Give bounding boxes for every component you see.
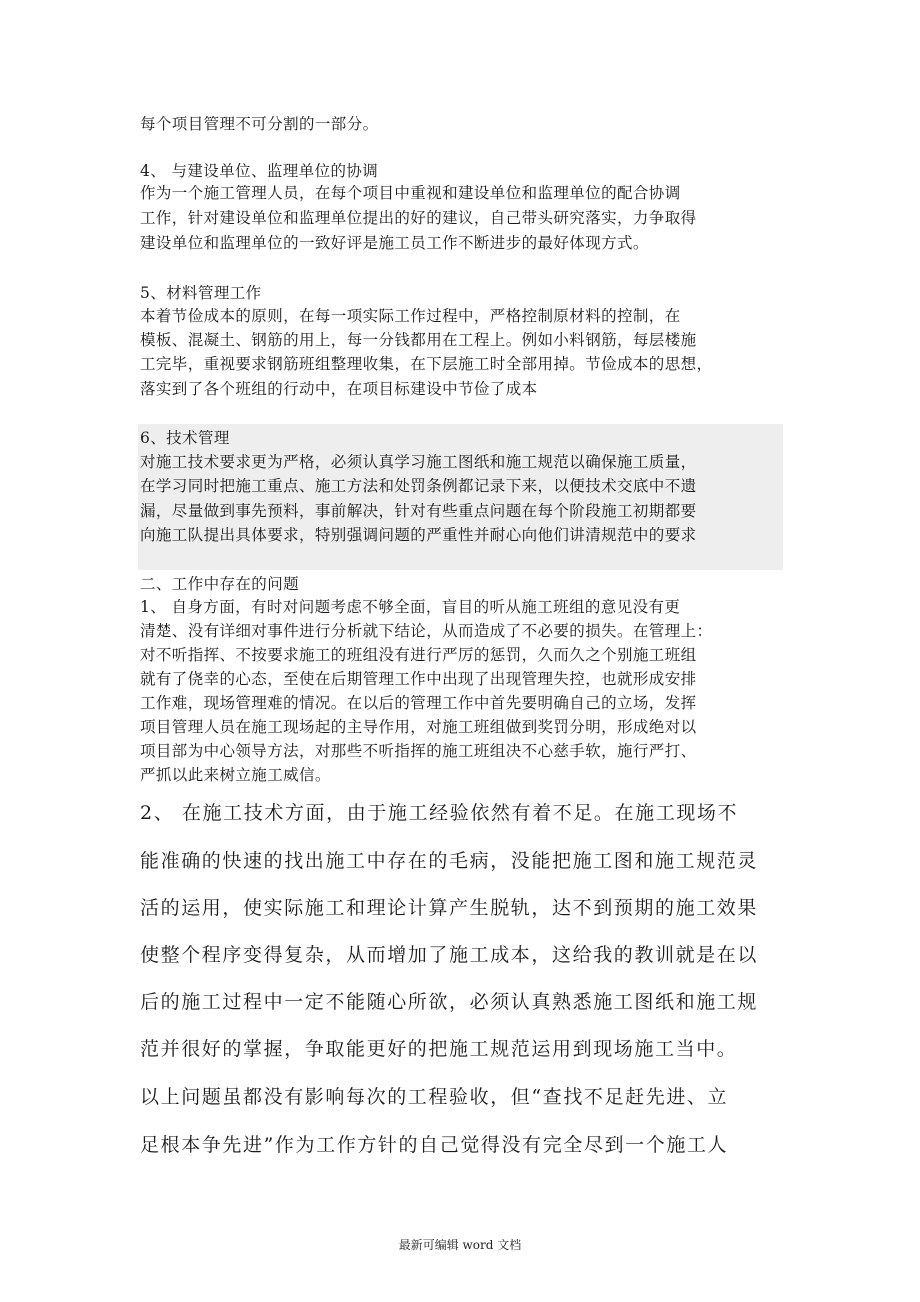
paragraph-line-large: 足根本争先进”作为工作方针的自己觉得没有完全尽到一个施工人 (140, 1134, 729, 1156)
paragraph-line: 向施工队提出具体要求，特别强调问题的严重性并耐心向他们讲清规范中的要求 (140, 526, 697, 544)
paragraph-line: 工作难，现场管理难的情况。在以后的管理工作中首先要明确自己的立场，发挥 (140, 694, 697, 712)
paragraph-line: 严抓以此来树立施工威信。 (140, 766, 331, 784)
paragraph-line: 清楚、没有详细对事件进行分析就下结论，从而造成了不必要的损失。在管理上： (140, 622, 713, 640)
paragraph-line-large: 能准确的快速的找出施工中存在的毛病，没能把施工图和施工规范灵 (140, 850, 759, 872)
paragraph-line-large: 后的施工过程中一定不能随心所欲，必须认真熟悉施工图纸和施工规 (140, 991, 759, 1013)
paragraph-line-large: 2、 在施工技术方面，由于施工经验依然有着不足。在施工现场不 (140, 802, 739, 824)
part-2-heading: 二、工作中存在的问题 (140, 575, 300, 593)
paragraph-line: 落实到了各个班组的行动中，在项目标建设中节俭了成本 (140, 380, 538, 398)
paragraph-line: 本着节俭成本的原则，在每一项实际工作过程中，严格控制原材料的控制，在 (140, 307, 681, 325)
section-6-heading: 6、技术管理 (140, 429, 230, 447)
paragraph-line: 1、 自身方面，有时对问题考虑不够全面，盲目的听从施工班组的意见没有更 (140, 598, 681, 616)
paragraph-line: 在学习同时把施工重点、施工方法和处罚条例都记录下来，以便技术交底中不遗 (140, 477, 697, 495)
paragraph-line-large: 活的运用，使实际施工和理论计算产生脱轨，达不到预期的施工效果 (140, 897, 759, 919)
paragraph-line: 模板、混凝土、钢筋的用上，每一分钱都用在工程上。例如小料钢筋，每层楼施 (140, 331, 697, 349)
paragraph-line: 建设单位和监理单位的一致好评是施工员工作不断进步的最好体现方式。 (140, 234, 649, 252)
section-4-heading: 4、 与建设单位、监理单位的协调 (140, 162, 379, 180)
page-footer: 最新可编辑 word 文档 (398, 1238, 522, 1252)
paragraph-line: 项目部为中心领导方法，对那些不听指挥的施工班组决不心慈手软，施行严打、 (140, 742, 697, 760)
section-5-heading: 5、材料管理工作 (140, 284, 262, 302)
paragraph-line-large: 以上问题虽都没有影响每次的工程验收，但“查找不足赶先进、立 (140, 1086, 729, 1108)
paragraph-line-large: 范并很好的掌握，争取能更好的把施工规范运用到现场施工当中。 (140, 1038, 738, 1060)
paragraph-line: 对不听指挥、不按要求施工的班组没有进行严厉的惩罚，久而久之个别施工班组 (140, 646, 697, 664)
paragraph-line: 就有了侥幸的心态，至使在后期管理工作中出现了出现管理失控，也就形成安排 (140, 670, 697, 688)
paragraph-line-large: 使整个程序变得复杂，从而增加了施工成本，这给我的教训就是在以 (140, 944, 759, 966)
paragraph-line: 漏，尽量做到事先预料，事前解决，针对有些重点问题在每个阶段施工初期都要 (140, 502, 697, 520)
paragraph-line: 对施工技术要求更为严格，必须认真学习施工图纸和施工规范以确保施工质量， (140, 453, 697, 471)
paragraph-line: 项目管理人员在施工现场起的主导作用，对施工班组做到奖罚分明，形成绝对以 (140, 718, 697, 736)
intro-line: 每个项目管理不可分割的一部分。 (140, 115, 379, 133)
paragraph-line: 工作，针对建设单位和监理单位提出的好的建议，自己带头研究落实，力争取得 (140, 209, 697, 227)
paragraph-line: 工完毕，重视要求钢筋班组整理收集，在下层施工时全部用掉。节俭成本的思想， (140, 355, 713, 373)
paragraph-line: 作为一个施工管理人员，在每个项目中重视和建设单位和监理单位的配合协调 (140, 184, 681, 202)
